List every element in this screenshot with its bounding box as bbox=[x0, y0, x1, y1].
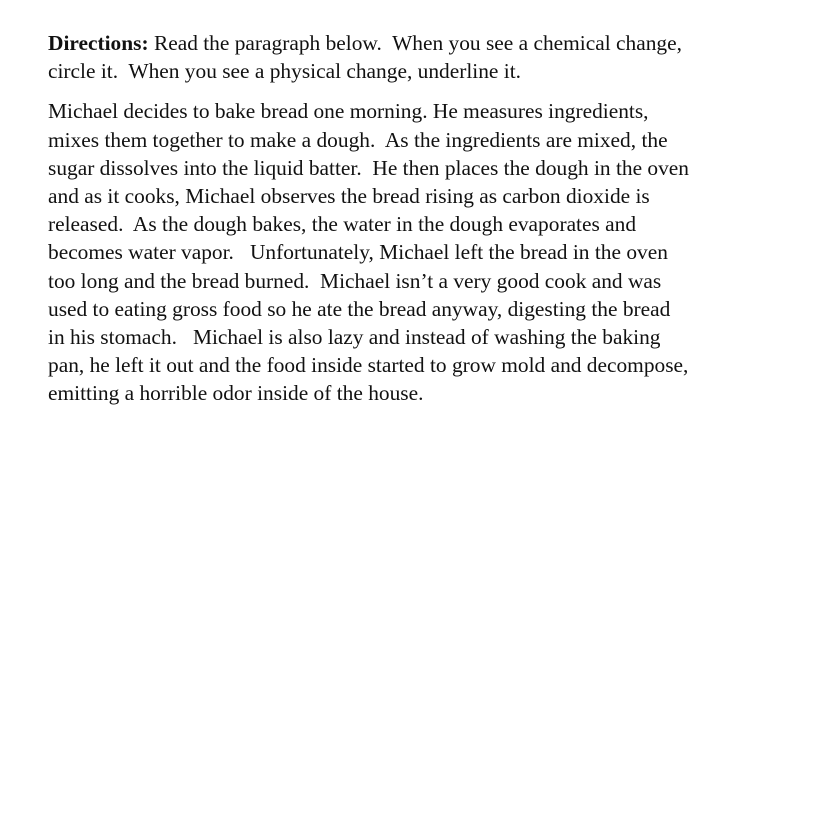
paragraph-line: released. As the dough bakes, the water in the dough evaporates and bbox=[48, 212, 637, 237]
paragraph-line: emitting a horrible odor inside of the house. bbox=[48, 381, 424, 406]
paragraph-line: used to eating gross food so he ate the bread anyway, digesting the bread bbox=[48, 296, 671, 321]
paragraph-line: and as it cooks, Michael observes the bread rising as carbon dioxide is bbox=[48, 184, 650, 209]
directions-text-1: Read the paragraph below. When you see a chemical change, bbox=[148, 31, 682, 55]
directions-line-2: circle it. When you see a physical change, underline it. bbox=[48, 59, 521, 84]
story-paragraph bbox=[48, 97, 793, 407]
paragraph-line: mixes them together to make a dough. As the ingredients are mixed, the bbox=[48, 127, 668, 152]
directions-label: Directions: bbox=[48, 31, 149, 55]
paragraph-line: becomes water vapor. Unfortunately, Michael left the bread in the oven bbox=[48, 240, 668, 265]
paragraph-line: too long and the bread burned. Michael isn’t a very good cook and was bbox=[48, 268, 662, 293]
paragraph-line: sugar dissolves into the liquid batter. He then places the dough in the oven bbox=[48, 155, 689, 180]
directions bbox=[48, 29, 793, 85]
paragraph-line: Michael decides to bake bread one morning. He measures ingredients, bbox=[48, 99, 649, 124]
worksheet-text bbox=[48, 29, 793, 408]
paragraph-line: pan, he left it out and the food inside started to grow mold and decompose, bbox=[48, 353, 689, 378]
paragraph-line: in his stomach. Michael is also lazy and instead of washing the baking bbox=[48, 325, 661, 350]
directions-line-1 bbox=[48, 29, 793, 57]
